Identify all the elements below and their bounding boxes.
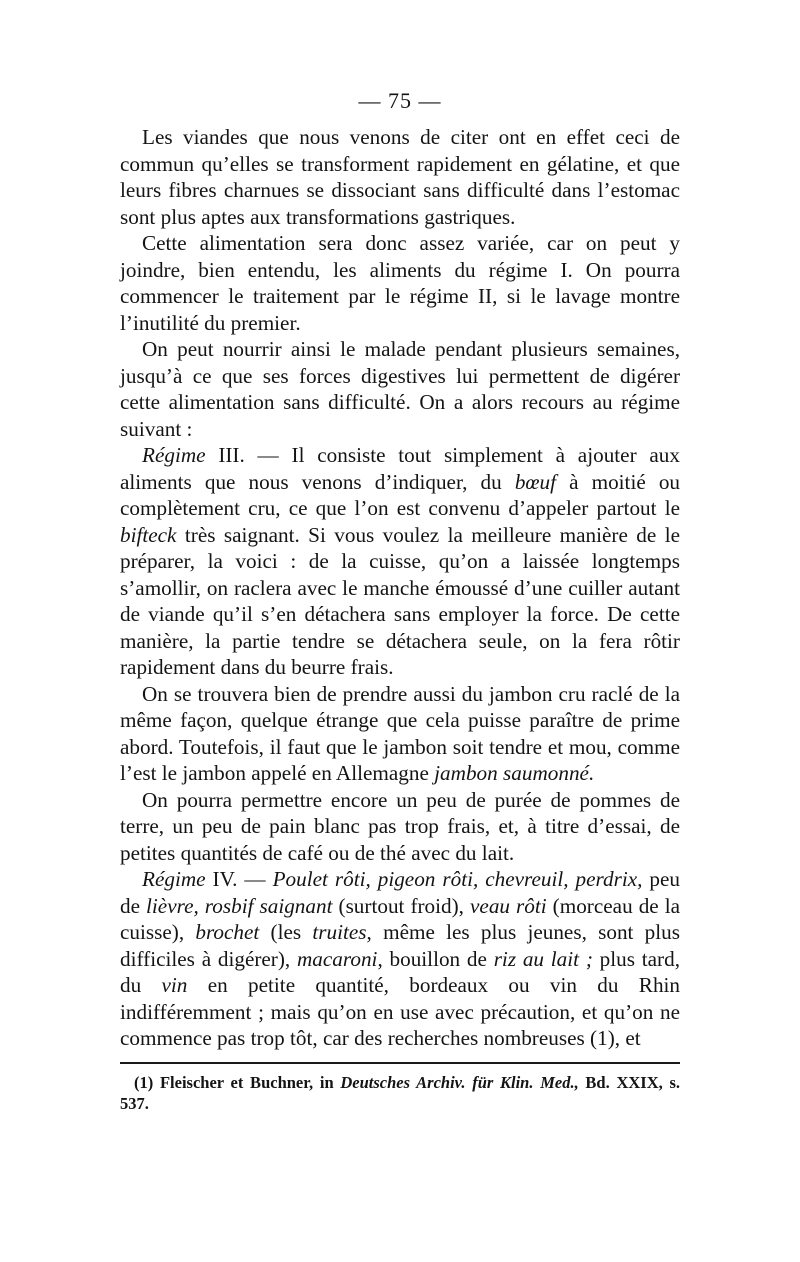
italic-text: veau rôti	[470, 893, 547, 918]
text-segment: On se trouvera bien de prendre aussi du jambon cru raclé de la même façon, quelque étrange que cela puisse paraître de prime abord. Toutefois, il faut que le jambon soit tendre et mou, comme l’est le jambon appelé en Allemagne	[120, 681, 680, 785]
footnote-divider	[120, 1062, 680, 1064]
italic-text: jambon saumonné.	[434, 761, 595, 785]
italic-text: brochet	[195, 920, 260, 944]
text-segment: , même les plus jeunes, sont plus difficiles à digérer),	[120, 920, 680, 971]
italic-text: macaroni	[297, 946, 378, 971]
italic-text: Régime	[142, 443, 206, 467]
body-text	[120, 124, 680, 1052]
text-segment: (surtout froid),	[332, 893, 471, 918]
text-segment: III. — Il consiste tout simplement à ajouter aux aliments que nous venons d’indiquer, du	[120, 443, 680, 494]
text-segment: peu de	[120, 867, 680, 918]
paragraph	[120, 442, 680, 681]
text-segment: très saignant. Si vous voulez la meilleure manière de le préparer, la voici : de la cuisse, qu’on a laissée longtemps s’amollir, on raclera avec le manche émoussé d’une cuiller autant de viande qu’il s’en détachera sans employer la force. De cette manière, la partie tendre se détachera seule, on la fera rôtir rapidement dans du beurre frais.	[120, 522, 680, 679]
italic-text: riz au lait ;	[493, 946, 593, 971]
paragraph	[120, 866, 680, 1052]
paragraph	[120, 336, 680, 442]
italic-text: bœuf	[514, 469, 557, 494]
italic-text: bifteck	[120, 522, 177, 547]
text-segment: Les viandes que nous venons de citer ont en effet ceci de commun qu’elles se transforment rapidement en gélatine, et que leurs fibres charnues se dissociant sans difficulté dans l’estomac sont plus aptes aux transformations gastriques.	[120, 125, 680, 229]
footnote-authors: Fleischer et Buchner, in	[159, 1072, 341, 1092]
page-number: — 75 —	[358, 88, 442, 113]
italic-text: Régime	[142, 867, 206, 891]
text-segment: On peut nourrir ainsi le malade pendant plusieurs semaines, jusqu’à ce que ses forces digestives lui permettent de digérer cette alimentation sans difficulté. On a alors recours au régime suivant :	[120, 337, 680, 441]
footnote-marker: (1)	[134, 1072, 154, 1092]
text-segment: en petite quantité, bordeaux ou vin du Rhin indifféremment ; mais qu’on en use avec précaution, et qu’on ne commence pas trop tôt, car des recherches nombreuses (1), et	[120, 973, 681, 1050]
paragraph	[120, 230, 680, 336]
paragraph	[120, 787, 680, 867]
italic-text: lièvre, rosbif saignant	[146, 893, 333, 918]
footnote-journal: Deutsches Archiv. für Klin. Med.,	[340, 1072, 579, 1092]
italic-text: Poulet rôti, pigeon rôti, chevreuil, perdrix,	[272, 867, 643, 891]
text-segment: à moitié ou complètement cru, ce que l’on est convenu d’appeler partout le	[120, 469, 681, 520]
text-segment: , bouillon de	[377, 946, 494, 971]
text-segment: (morceau de la cuisse),	[120, 893, 681, 944]
paragraph	[120, 124, 680, 230]
text-segment: Cette alimentation sera donc assez variée, car on peut y joindre, bien entendu, les aliments du régime I. On pourra commencer le traitement par le régime II, si le lavage montre l’inutilité du premier.	[120, 231, 680, 335]
italic-text: vin	[161, 973, 188, 997]
footnote-reference: Bd. XXIX, s. 537.	[120, 1072, 680, 1113]
footnote	[120, 1072, 680, 1114]
document-page	[120, 88, 680, 1114]
text-segment: plus tard, du	[120, 946, 680, 997]
italic-text: truites	[312, 920, 367, 944]
text-segment: (les	[259, 920, 313, 944]
text-segment: On pourra permettre encore un peu de purée de pommes de terre, un peu de pain blanc pas trop frais, et, à titre d’essai, de petites quantités de café ou de thé avec du lait.	[120, 787, 680, 865]
paragraph	[120, 681, 680, 787]
text-segment: IV. —	[205, 867, 273, 891]
